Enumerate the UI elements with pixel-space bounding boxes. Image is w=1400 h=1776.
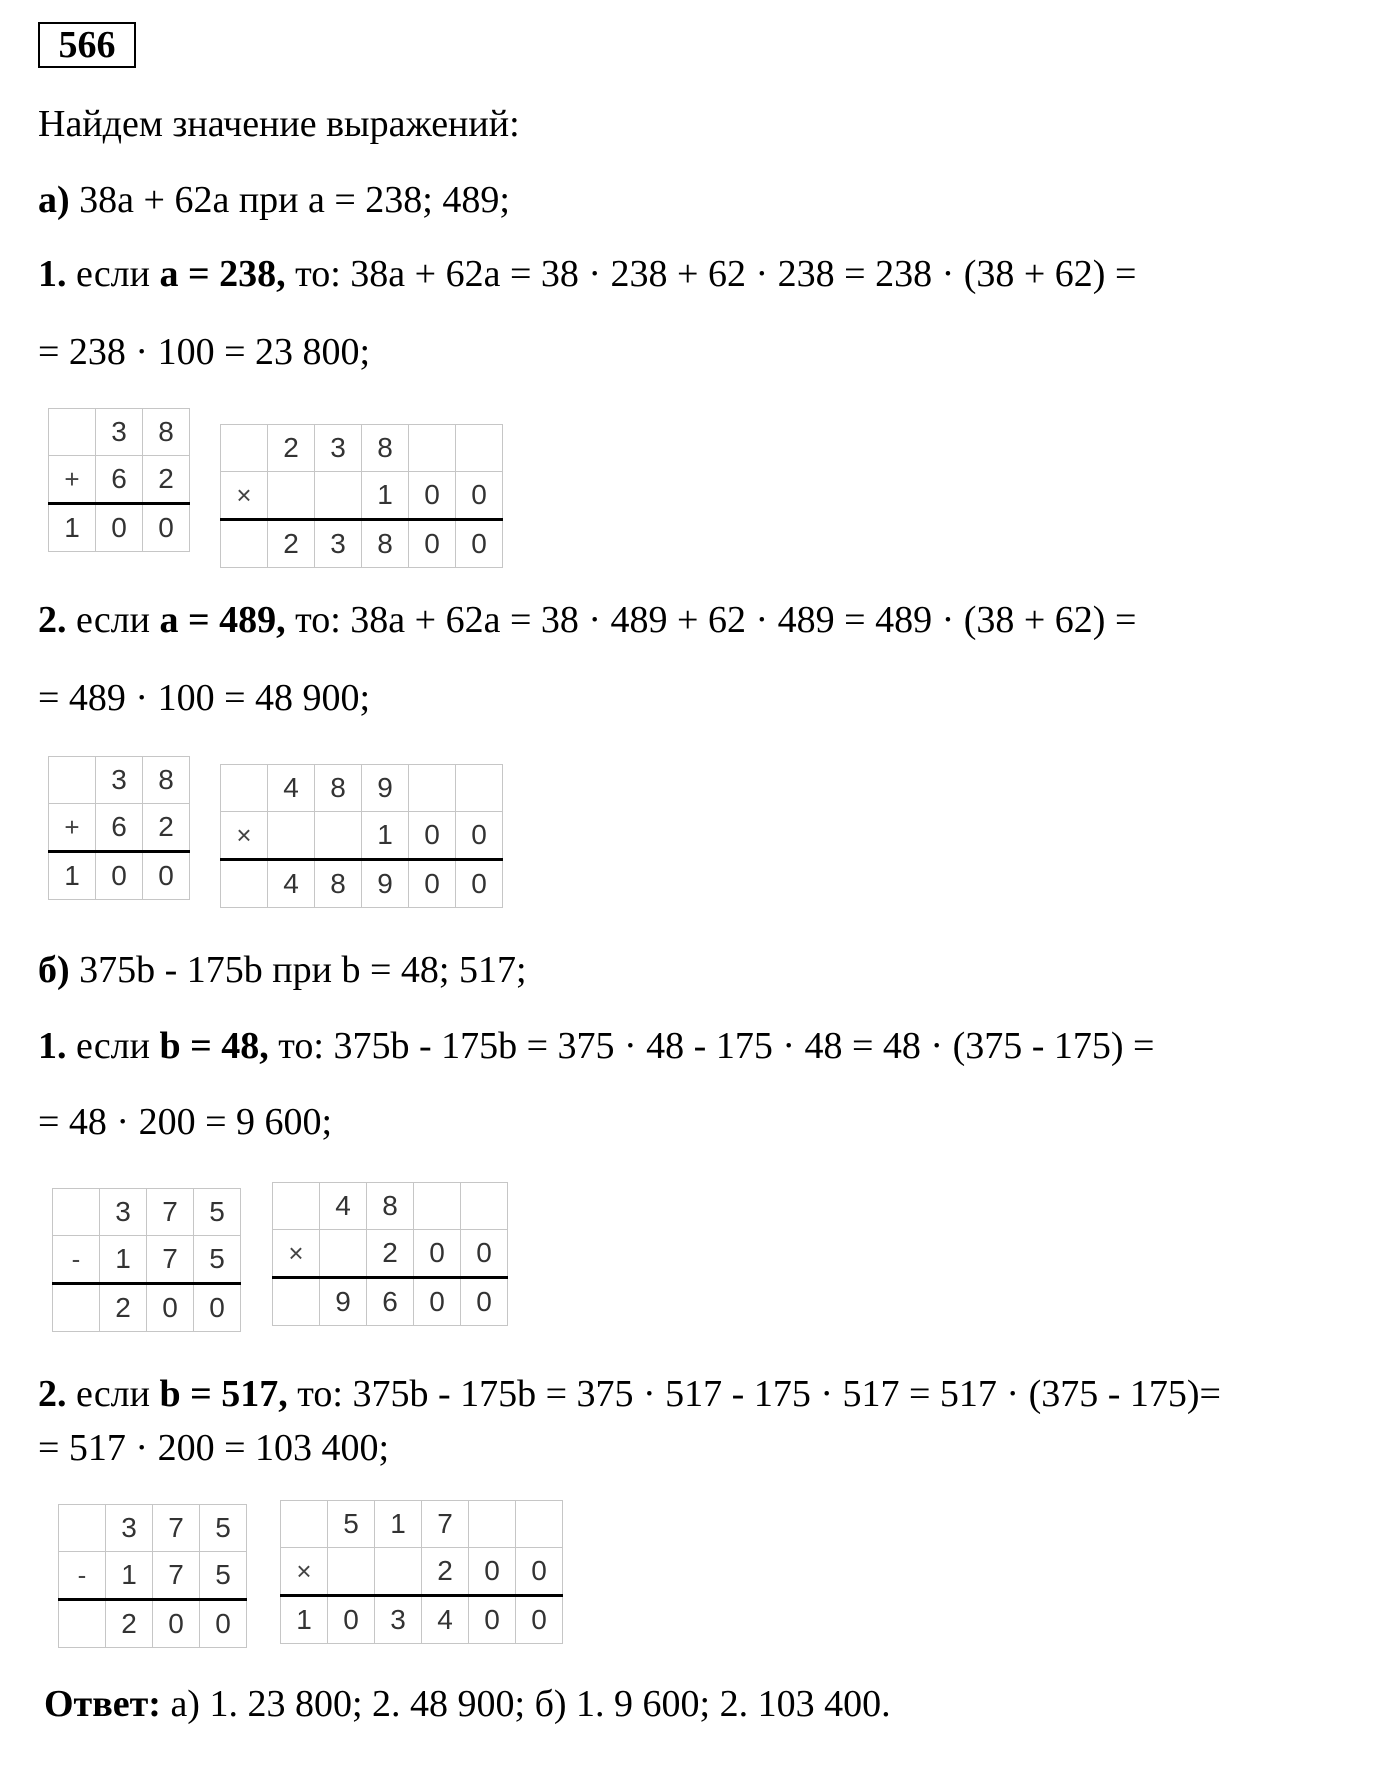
calc-row [49,804,190,852]
calc-row [49,852,190,900]
part-b-case1-line1 [38,1024,1154,1068]
digit-cell [49,409,96,456]
digit-cell: 4 [320,1183,367,1230]
digit-cell [414,1183,461,1230]
digit-cell [375,1548,422,1596]
part-b-case2-line2: = 517 · 200 = 103 400; [38,1427,390,1469]
calc-row [59,1600,247,1648]
digit-cell: 3 [96,409,143,456]
operator-sign: - [59,1552,106,1600]
digit-cell: 7 [422,1501,469,1548]
part-a-case2-line1 [38,598,1136,642]
digit-cell: 4 [422,1596,469,1644]
digit-cell: 0 [143,504,190,552]
part-b-case1-line2: = 48 · 200 = 9 600; [38,1101,333,1143]
digit-cell [221,860,268,908]
digit-cell: 1 [49,504,96,552]
digit-cell: 0 [96,852,143,900]
digit-cell: 4 [268,860,315,908]
digit-cell: 9 [362,860,409,908]
part-a-case2-line2: = 489 · 100 = 48 900; [38,677,371,719]
digit-cell: 0 [414,1230,461,1278]
digit-cell: 7 [153,1505,200,1552]
digit-cell: 0 [516,1548,563,1596]
digit-cell [469,1501,516,1548]
digit-cell: 0 [456,860,503,908]
operator-sign: × [221,812,268,860]
digit-cell: 7 [153,1552,200,1600]
digit-cell: 8 [367,1183,414,1230]
digit-cell: 0 [456,472,503,520]
digit-cell: 0 [461,1230,508,1278]
answer-text: а) 1. 23 800; 2. 48 900; б) 1. 9 600; 2. 103 400. [170,1683,891,1725]
calc-row [221,472,503,520]
digit-cell: 2 [100,1284,147,1332]
digit-cell: 1 [100,1236,147,1284]
digit-cell: 4 [268,765,315,812]
digit-cell: 0 [414,1278,461,1326]
digit-cell: 3 [100,1189,147,1236]
digit-cell [315,812,362,860]
digit-cell: 5 [200,1505,247,1552]
digit-cell: 1 [362,472,409,520]
calc-row [49,456,190,504]
digit-cell [53,1189,100,1236]
answer-label: Ответ: [44,1683,161,1725]
digit-cell: 0 [456,520,503,568]
digit-cell: 0 [469,1548,516,1596]
case-value: а = 489, [159,599,286,641]
digit-cell: 7 [147,1189,194,1236]
digit-cell: 3 [375,1596,422,1644]
digit-cell: 0 [469,1596,516,1644]
operator-sign: × [273,1230,320,1278]
digit-cell [221,520,268,568]
case-value: а = 238, [159,253,286,295]
digit-cell: 0 [147,1284,194,1332]
case-equation: то: 375b - 175b = 375 · 517 - 175 · 517 = 517 · (375 - 175)= [297,1373,1221,1415]
digit-cell [268,812,315,860]
digit-cell: 1 [375,1501,422,1548]
digit-cell: 0 [409,860,456,908]
digit-cell [461,1183,508,1230]
digit-cell: 0 [456,812,503,860]
digit-cell [409,425,456,472]
digit-cell: 3 [96,757,143,804]
digit-cell: 9 [320,1278,367,1326]
calc-row [273,1183,508,1230]
calc-row [59,1505,247,1552]
part-a-task [38,178,510,222]
digit-cell: 2 [268,425,315,472]
part-a-label: а) [38,179,70,221]
case-prefix: если [76,599,150,641]
digit-cell [59,1505,106,1552]
case-prefix: если [76,1025,150,1067]
calc-row [221,860,503,908]
digit-cell: 0 [96,504,143,552]
part-a-case1-line2: = 238 · 100 = 23 800; [38,331,371,373]
digit-cell [281,1501,328,1548]
digit-cell: 1 [49,852,96,900]
calc-row [281,1548,563,1596]
digit-cell: 8 [315,860,362,908]
digit-cell: 8 [362,425,409,472]
digit-cell: 3 [106,1505,153,1552]
case-number: 2. [38,1373,67,1415]
digit-cell: 5 [200,1552,247,1600]
calc-row [49,757,190,804]
problem-number: 566 [38,22,136,68]
digit-cell: 0 [461,1278,508,1326]
digit-cell: 5 [328,1501,375,1548]
case-value: b = 48, [159,1025,269,1067]
case-prefix: если [76,253,150,295]
case-prefix: если [76,1373,150,1415]
case-equation: то: 38а + 62а = 38 · 489 + 62 · 489 = 489 · (38 + 62) = [295,599,1137,641]
case-number: 1. [38,1025,67,1067]
case-equation: то: 38а + 62а = 38 · 238 + 62 · 238 = 238 · (38 + 62) = [295,253,1137,295]
case-equation: то: 375b - 175b = 375 · 48 - 175 · 48 = 48 · (375 - 175) = [278,1025,1155,1067]
calc-row [53,1284,241,1332]
digit-cell: 0 [143,852,190,900]
digit-cell: 0 [153,1600,200,1648]
digit-cell: 2 [422,1548,469,1596]
calc-row [221,520,503,568]
digit-cell: 8 [362,520,409,568]
digit-cell: 7 [147,1236,194,1284]
part-b-case2-line1 [38,1372,1221,1416]
part-b-task [38,948,527,992]
part-b-expression: 375b - 175b при b = 48; 517; [79,949,527,991]
digit-cell: 8 [143,757,190,804]
multiplication-column-1 [220,424,503,568]
digit-cell: 8 [315,765,362,812]
multiplication-column-2 [220,764,503,908]
digit-cell [516,1501,563,1548]
calc-row [49,409,190,456]
digit-cell [49,757,96,804]
digit-cell: 6 [367,1278,414,1326]
digit-cell: 0 [516,1596,563,1644]
operator-sign: + [49,804,96,852]
digit-cell: 6 [96,804,143,852]
digit-cell: 3 [315,425,362,472]
digit-cell: 6 [96,456,143,504]
digit-cell [268,472,315,520]
digit-cell: 2 [106,1600,153,1648]
digit-cell [53,1284,100,1332]
calc-row [49,504,190,552]
part-a-case1-line1 [38,252,1136,296]
case-number: 1. [38,253,67,295]
multiplication-column-3 [272,1182,508,1326]
digit-cell: 5 [194,1236,241,1284]
operator-sign: × [221,472,268,520]
operator-sign: × [281,1548,328,1596]
digit-cell [409,765,456,812]
digit-cell [221,765,268,812]
calc-row [59,1552,247,1600]
case-value: b = 517, [159,1373,288,1415]
digit-cell: 2 [268,520,315,568]
calc-row [273,1230,508,1278]
addition-column-1 [48,408,190,552]
intro-text: Найдем значение выражений: [38,103,520,145]
calc-row [281,1501,563,1548]
multiplication-column-4 [280,1500,563,1644]
digit-cell: 1 [281,1596,328,1644]
case-number: 2. [38,599,67,641]
operator-sign: - [53,1236,100,1284]
digit-cell: 3 [315,520,362,568]
digit-cell: 0 [200,1600,247,1648]
part-a-expression: 38a + 62a при a = 238; 489; [79,179,510,221]
calc-row [221,765,503,812]
digit-cell [456,425,503,472]
digit-cell: 5 [194,1189,241,1236]
digit-cell: 0 [328,1596,375,1644]
digit-cell [273,1278,320,1326]
digit-cell [315,472,362,520]
digit-cell: 0 [194,1284,241,1332]
digit-cell [59,1600,106,1648]
digit-cell: 2 [367,1230,414,1278]
digit-cell [221,425,268,472]
answer-line [44,1682,891,1726]
operator-sign: + [49,456,96,504]
digit-cell: 0 [409,812,456,860]
digit-cell [273,1183,320,1230]
calc-row [221,425,503,472]
digit-cell: 0 [409,472,456,520]
calc-row [281,1596,563,1644]
subtraction-column-2 [58,1504,247,1648]
digit-cell: 8 [143,409,190,456]
digit-cell: 2 [143,456,190,504]
digit-cell [456,765,503,812]
addition-column-2 [48,756,190,900]
digit-cell: 1 [362,812,409,860]
calc-row [53,1236,241,1284]
digit-cell [328,1548,375,1596]
subtraction-column-1 [52,1188,241,1332]
calc-row [273,1278,508,1326]
digit-cell: 0 [409,520,456,568]
digit-cell: 2 [143,804,190,852]
calc-row [53,1189,241,1236]
digit-cell: 9 [362,765,409,812]
digit-cell: 1 [106,1552,153,1600]
calc-row [221,812,503,860]
digit-cell [320,1230,367,1278]
part-b-label: б) [38,949,70,991]
